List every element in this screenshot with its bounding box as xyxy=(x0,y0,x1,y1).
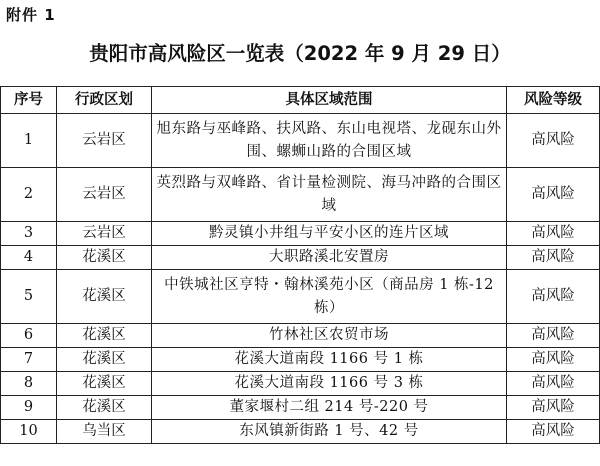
table-row xyxy=(1,324,600,348)
row-area: 旭东路与巫峰路、扶风路、东山电视塔、龙砚东山外围、螺蛳山路的合围区域 xyxy=(152,114,507,168)
row-number: 8 xyxy=(1,372,57,396)
table-row xyxy=(1,168,600,222)
row-district: 花溪区 xyxy=(57,270,152,324)
table-row xyxy=(1,396,600,420)
row-district: 花溪区 xyxy=(57,348,152,372)
row-district: 花溪区 xyxy=(57,396,152,420)
row-area: 东风镇新街路 1 号、42 号 xyxy=(152,420,507,444)
row-district: 花溪区 xyxy=(57,324,152,348)
table-row xyxy=(1,270,600,324)
table-row xyxy=(1,420,600,444)
row-number: 1 xyxy=(1,114,57,168)
table-row xyxy=(1,222,600,246)
row-risk-level: 高风险 xyxy=(507,396,600,420)
row-area: 花溪大道南段 1166 号 3 栋 xyxy=(152,372,507,396)
row-number: 3 xyxy=(1,222,57,246)
row-number: 6 xyxy=(1,324,57,348)
high-risk-area-table xyxy=(0,86,600,444)
row-district: 花溪区 xyxy=(57,246,152,270)
row-area: 竹林社区农贸市场 xyxy=(152,324,507,348)
table-row xyxy=(1,372,600,396)
header-district: 行政区划 xyxy=(57,87,152,114)
header-number: 序号 xyxy=(1,87,57,114)
row-risk-level: 高风险 xyxy=(507,348,600,372)
row-risk-level: 高风险 xyxy=(507,246,600,270)
table-row xyxy=(1,348,600,372)
row-risk-level: 高风险 xyxy=(507,420,600,444)
row-risk-level: 高风险 xyxy=(507,168,600,222)
row-risk-level: 高风险 xyxy=(507,372,600,396)
table-row xyxy=(1,114,600,168)
table-header-row xyxy=(1,87,600,114)
row-area: 花溪大道南段 1166 号 1 栋 xyxy=(152,348,507,372)
row-district: 云岩区 xyxy=(57,114,152,168)
header-area: 具体区域范围 xyxy=(152,87,507,114)
row-number: 4 xyxy=(1,246,57,270)
document-title: 贵阳市高风险区一览表（2022 年 9 月 29 日） xyxy=(89,42,511,65)
row-district: 花溪区 xyxy=(57,372,152,396)
attachment-label: 附件 1 xyxy=(6,6,56,24)
row-district: 云岩区 xyxy=(57,168,152,222)
row-district: 云岩区 xyxy=(57,222,152,246)
row-risk-level: 高风险 xyxy=(507,324,600,348)
row-number: 5 xyxy=(1,270,57,324)
table-row xyxy=(1,246,600,270)
row-area: 中铁城社区亨特・翰林溪苑小区（商品房 1 栋-12 栋） xyxy=(152,270,507,324)
row-risk-level: 高风险 xyxy=(507,270,600,324)
row-number: 7 xyxy=(1,348,57,372)
row-risk-level: 高风险 xyxy=(507,114,600,168)
row-area: 英烈路与双峰路、省计量检测院、海马冲路的合围区域 xyxy=(152,168,507,222)
header-risk-level: 风险等级 xyxy=(507,87,600,114)
row-area: 大职路溪北安置房 xyxy=(152,246,507,270)
row-number: 10 xyxy=(1,420,57,444)
row-number: 2 xyxy=(1,168,57,222)
row-area: 董家堰村二组 214 号-220 号 xyxy=(152,396,507,420)
row-district: 乌当区 xyxy=(57,420,152,444)
row-area: 黔灵镇小井组与平安小区的连片区域 xyxy=(152,222,507,246)
row-number: 9 xyxy=(1,396,57,420)
row-risk-level: 高风险 xyxy=(507,222,600,246)
